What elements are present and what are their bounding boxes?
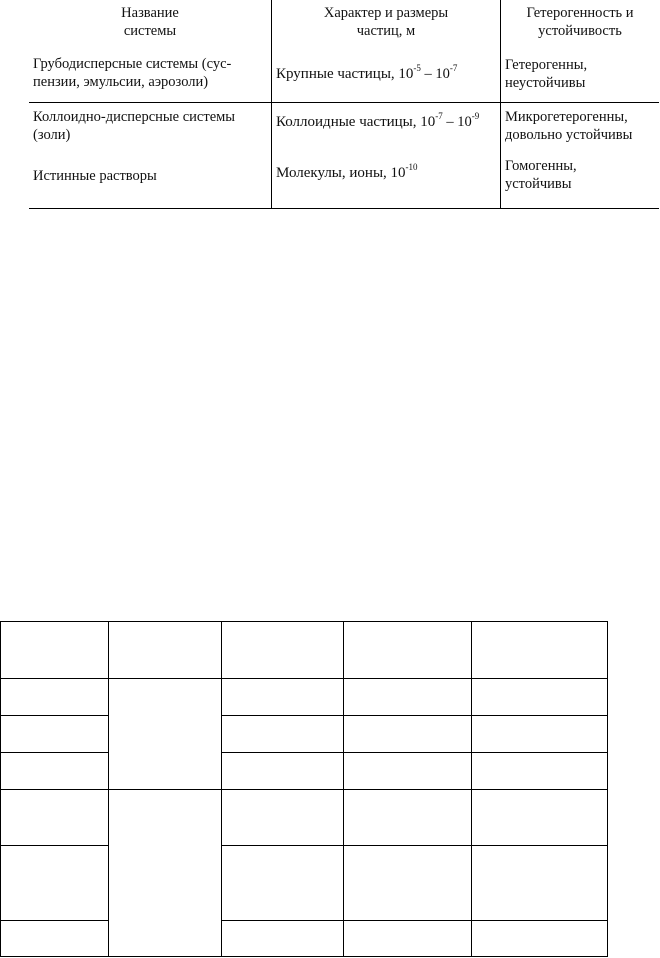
system-name-cell: Истинные растворы (33, 168, 157, 184)
table-header-row (29, 0, 659, 52)
particle-size-cell (271, 103, 500, 150)
table-rule (0, 621, 608, 622)
header-system-name: Название системы (121, 5, 179, 39)
table-rule (221, 920, 608, 921)
particle-size-cell (271, 150, 500, 208)
exponent: -7 (449, 63, 458, 73)
table-rule (0, 956, 608, 957)
exponent: -7 (435, 111, 443, 121)
table-rule (0, 789, 608, 790)
table-rule (0, 621, 1, 957)
particle-size-cell (271, 52, 500, 102)
table-rule (108, 621, 109, 957)
table-row (29, 102, 659, 150)
particle-size-text: Коллоидные частицы, 10 (276, 114, 436, 130)
particle-size-text: Молекулы, ионы, 10 (276, 165, 406, 181)
system-name-cell: Грубодисперсные системы (сус- пензии, эмульсии, аэрозоли) (33, 56, 232, 90)
range-separator: – 10 (420, 66, 450, 82)
stability-cell: Микрогетерогенны, довольно устойчивы (500, 103, 659, 150)
particle-size-text: Крупные частицы, 10 (276, 66, 414, 82)
table-rule (0, 678, 608, 679)
exponent: -10 (405, 162, 418, 172)
stability-cell: Гомогенны, устойчивы (500, 150, 659, 208)
table-rule (221, 621, 222, 957)
header-particle-size: Характер и размеры частиц, м (271, 0, 500, 52)
exponent: -9 (471, 111, 480, 121)
table-rule (0, 752, 108, 753)
table-rule (607, 621, 608, 957)
table-rule (0, 920, 108, 921)
table-rule (0, 715, 108, 716)
table-rule (0, 845, 108, 846)
exponent: -5 (413, 63, 421, 73)
table-rule (221, 845, 608, 846)
table-row (29, 150, 659, 209)
table-rule (471, 621, 472, 957)
table-row (29, 52, 659, 102)
disperse-systems-table (29, 0, 659, 209)
header-stability: Гетерогенность и устойчивость (500, 0, 659, 52)
table-rule (343, 621, 344, 957)
range-separator: – 10 (442, 114, 472, 130)
system-name-cell: Коллоидно-дисперсные системы (золи) (33, 109, 236, 143)
stability-cell: Гетерогенны, неустойчивы (500, 52, 659, 102)
table-rule (221, 715, 608, 716)
table-rule (221, 752, 608, 753)
